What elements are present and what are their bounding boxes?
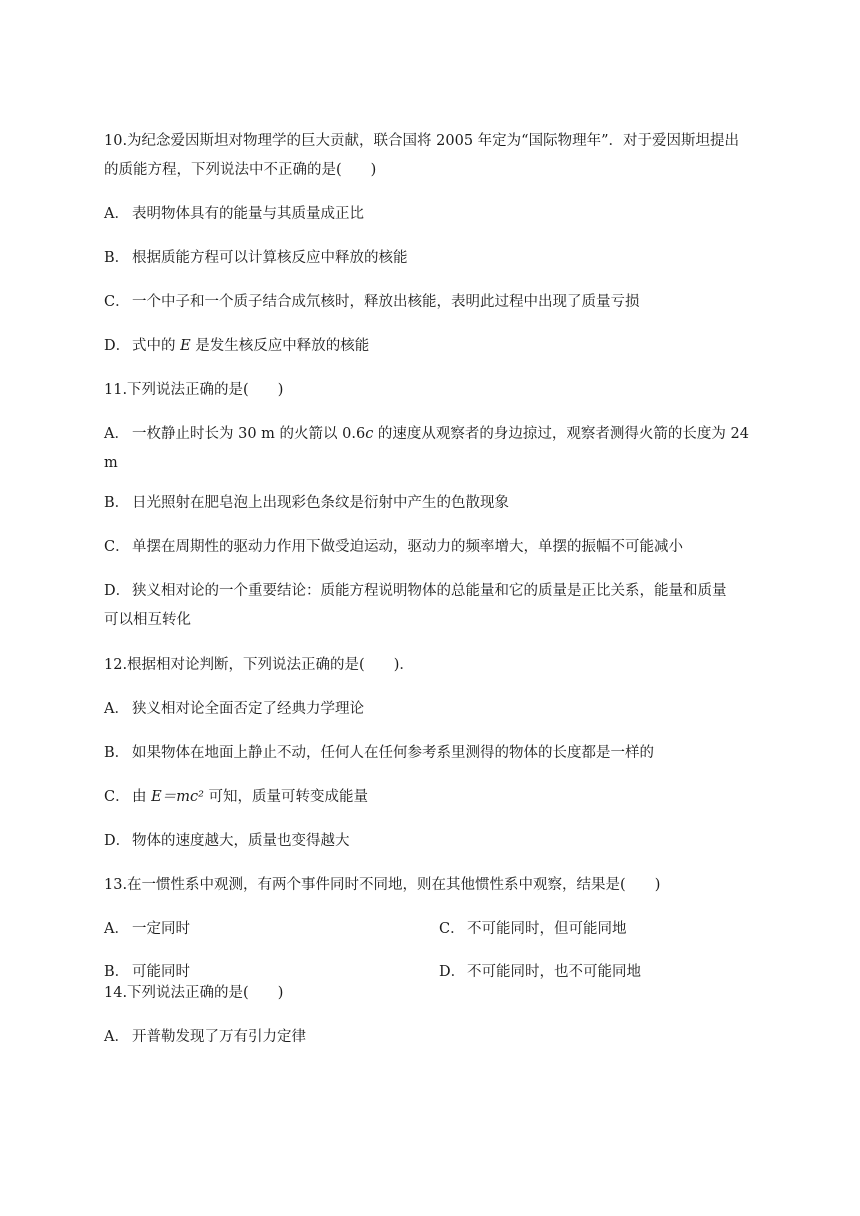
option-text-post: 可知，质量可转变成能量 [203,789,368,805]
option-letter: C． [104,294,130,310]
option-text: 开普勒发现了万有引力定律 [132,1029,306,1045]
option-letter: A． [104,921,129,937]
option-text: 如果物体在地面上静止不动，任何人在任何参考系里测得的物体的长度都是一样的 [132,745,654,761]
option-letter: B． [104,495,130,511]
option-text: 日光照射在肥皂泡上出现彩色条纹是衍射中产生的色散现象 [132,495,509,511]
option-letter: C． [104,539,130,555]
q10-option-a [104,204,364,224]
option-letter: D． [439,964,466,980]
variable-c: c [365,426,374,442]
option-letter: A． [104,206,129,222]
option-text: 一个中子和一个质子结合成氘核时，释放出核能，表明此过程中出现了质量亏损 [132,294,640,310]
option-letter: A． [104,426,129,442]
option-text: 表明物体具有的能量与其质量成正比 [132,206,364,222]
option-letter: B． [104,745,130,761]
option-text-post: 是发生核反应中释放的核能 [190,338,370,354]
q11-option-a [104,424,749,444]
option-letter: A． [104,1029,129,1045]
option-text: 单摆在周期性的驱动力作用下做受迫运动，驱动力的频率增大，单摆的振幅不可能减小 [132,539,683,555]
variable-e: E [180,338,191,354]
option-text: 狭义相对论全面否定了经典力学理论 [132,701,364,717]
option-letter: D． [104,833,131,849]
option-letter: D． [104,583,131,599]
option-letter: B． [104,964,130,980]
q12-option-c [104,787,368,807]
q11-option-d [104,581,727,601]
q10-stem-line1: 10.为纪念爱因斯坦对物理学的巨大贡献，联合国将 2005 年定为“国际物理年”．对于爱因斯坦提出 [104,133,740,149]
q10-option-c [104,292,640,312]
q13-option-d [439,962,641,982]
q11-option-b [104,493,509,513]
q12-stem: 12.根据相对论判断，下列说法正确的是( )． [104,657,414,673]
q10-stem-line2: 的质能方程，下列说法中不正确的是( ) [104,162,377,178]
q11-option-c [104,537,683,557]
formula-emc2: E＝mc² [151,789,204,805]
option-text: 狭义相对论的一个重要结论：质能方程说明物体的总能量和它的质量是正比关系，能量和质量 [132,583,727,599]
option-text: 一定同时 [132,921,190,937]
q12-option-a [104,699,364,719]
q10-option-b [104,248,408,268]
q12-option-b [104,743,654,763]
option-text-pre: 由 [132,789,152,805]
q14-option-a [104,1027,306,1047]
q13-option-c [439,919,627,939]
option-text: 不可能同时，也不可能同地 [467,964,641,980]
option-letter: A． [104,701,129,717]
q10-option-d [104,336,369,356]
option-letter: C． [439,921,465,937]
option-text: 根据质能方程可以计算核反应中释放的核能 [132,250,408,266]
option-letter: D． [104,338,131,354]
option-letter: C． [104,789,130,805]
q11-option-d-line2: 可以相互转化 [104,612,191,628]
q13-stem: 13.在一惯性系中观测，有两个事件同时不同地，则在其他惯性系中观察，结果是( ) [104,877,661,893]
option-text-pre: 式中的 [132,338,181,354]
q12-option-d [104,831,350,851]
option-text: 可能同时 [132,964,190,980]
option-text: 物体的速度越大，质量也变得越大 [132,833,350,849]
option-text: 不可能同时，但可能同地 [467,921,627,937]
option-text-post: 的速度从观察者的身边掠过，观察者测得火箭的长度为 24 [373,426,749,442]
q13-option-a [104,919,190,939]
option-letter: B． [104,250,130,266]
q11-stem: 11.下列说法正确的是( ) [104,382,284,398]
q11-option-a-line2: m [104,455,118,471]
q14-stem: 14.下列说法正确的是( ) [104,985,284,1001]
q13-option-b [104,962,190,982]
option-text-pre: 一枚静止时长为 30 m 的火箭以 0.6 [132,426,366,442]
